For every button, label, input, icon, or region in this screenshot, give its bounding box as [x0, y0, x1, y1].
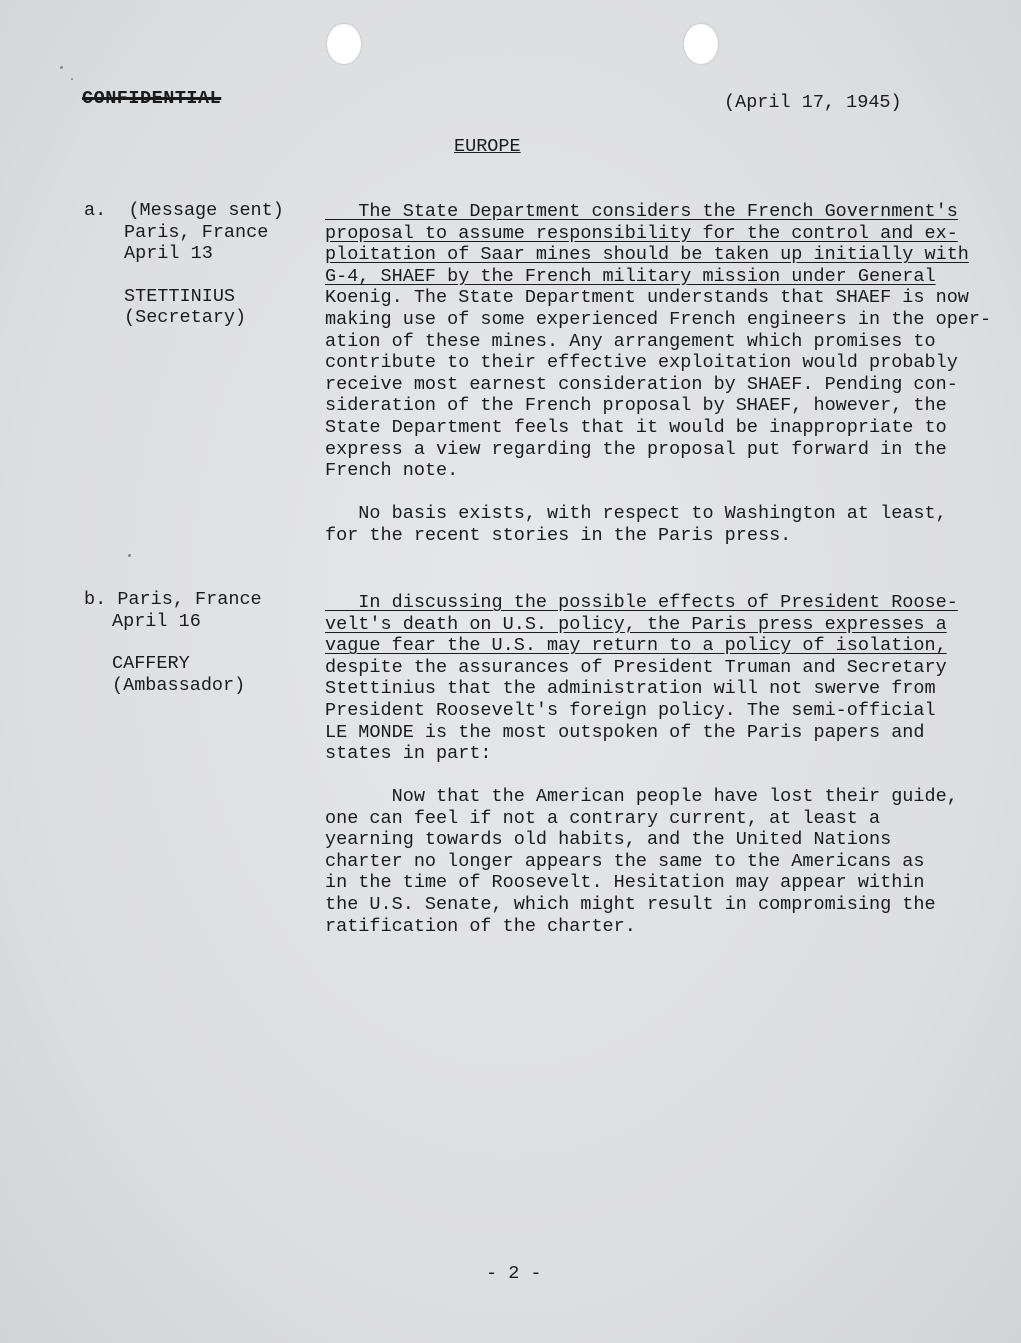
text-line: ation of these mines. Any arrangement which promises to: [325, 330, 936, 352]
document-date: (April 17, 1945): [724, 92, 902, 113]
text-line: velt's death on U.S. policy, the Paris press expresses a: [325, 613, 947, 635]
text-line: proposal to assume responsibility for the control and ex-: [325, 222, 958, 244]
text-line: State Department feels that it would be inappropriate to: [325, 416, 947, 438]
source-line: Paris, France: [124, 221, 269, 243]
text-line: yearning towards old habits, and the United Nations: [325, 829, 892, 851]
text-line: despite the assurances of President Truman and Secretary: [325, 656, 947, 678]
entry-label: b.: [84, 589, 107, 610]
text-line: LE MONDE is the most outspoken of the Paris papers and: [325, 721, 925, 743]
text-line: for the recent stories in the Paris press.: [325, 524, 792, 546]
entry-b-sidebar: [84, 589, 262, 696]
text-line: the U.S. Senate, which might result in compromising the: [325, 893, 936, 915]
punch-hole-right: [684, 24, 718, 64]
text-line: in the time of Roosevelt. Hesitation may appear within: [325, 872, 925, 894]
paper-speck: [60, 66, 63, 69]
author-line: CAFFERY: [112, 653, 190, 675]
text-line: No basis exists, with respect to Washington at least,: [325, 503, 947, 524]
entry-b-paragraph-1: [325, 592, 958, 765]
entry-a-first-line: [84, 200, 284, 222]
text-line: Koenig. The State Department understands that SHAEF is now: [325, 287, 969, 309]
source-line: April 16: [112, 610, 201, 632]
text-line: making use of some experienced French engineers in the oper-: [325, 308, 992, 330]
entry-b-first-line: [84, 589, 262, 611]
entry-a-paragraph-2: [325, 503, 947, 546]
entry-label: a.: [84, 200, 107, 221]
classification-stamp: CONFIDENTIAL: [82, 88, 222, 109]
text-line: The State Department considers the French Government's: [325, 201, 958, 222]
text-line: sideration of the French proposal by SHAEF, however, the: [325, 395, 947, 417]
text-line: In discussing the possible effects of President Roose-: [325, 592, 958, 613]
page-number: - 2 -: [486, 1263, 542, 1284]
entry-a-sidebar: [84, 200, 284, 329]
author-line: (Ambassador): [112, 674, 246, 696]
source-line: (Message sent): [128, 200, 284, 221]
paper-speck: [71, 78, 73, 80]
text-line: states in part:: [325, 743, 492, 765]
text-line: ploitation of Saar mines should be taken up initially with: [325, 244, 969, 266]
text-line: contribute to their effective exploitation would probably: [325, 352, 958, 374]
text-line: vague fear the U.S. may return to a policy of isolation,: [325, 635, 947, 657]
text-line: express a view regarding the proposal put forward in the: [325, 438, 947, 460]
text-line: receive most earnest consideration by SHAEF. Pending con-: [325, 373, 958, 395]
text-line: ratification of the charter.: [325, 915, 636, 937]
text-line: Now that the American people have lost their guide,: [325, 786, 958, 807]
text-line: French note.: [325, 460, 459, 482]
text-line: President Roosevelt's foreign policy. The semi-official: [325, 699, 936, 721]
author-line: (Secretary): [124, 307, 247, 329]
paper-speck: [128, 554, 131, 557]
text-line: Stettinius that the administration will not swerve from: [325, 678, 936, 700]
punch-hole-left: [327, 24, 361, 64]
source-line: April 13: [124, 243, 213, 265]
section-heading: EUROPE: [454, 136, 521, 157]
text-line: one can feel if not a contrary current, at least a: [325, 807, 881, 829]
source-line: Paris, France: [117, 589, 262, 610]
text-line: charter no longer appears the same to the Americans as: [325, 850, 925, 872]
text-line: G-4, SHAEF by the French military mission under General: [325, 265, 936, 287]
entry-a-paragraph-1: [325, 201, 991, 482]
author-line: STETTINIUS: [124, 285, 236, 307]
entry-b-quotation: [325, 786, 958, 937]
